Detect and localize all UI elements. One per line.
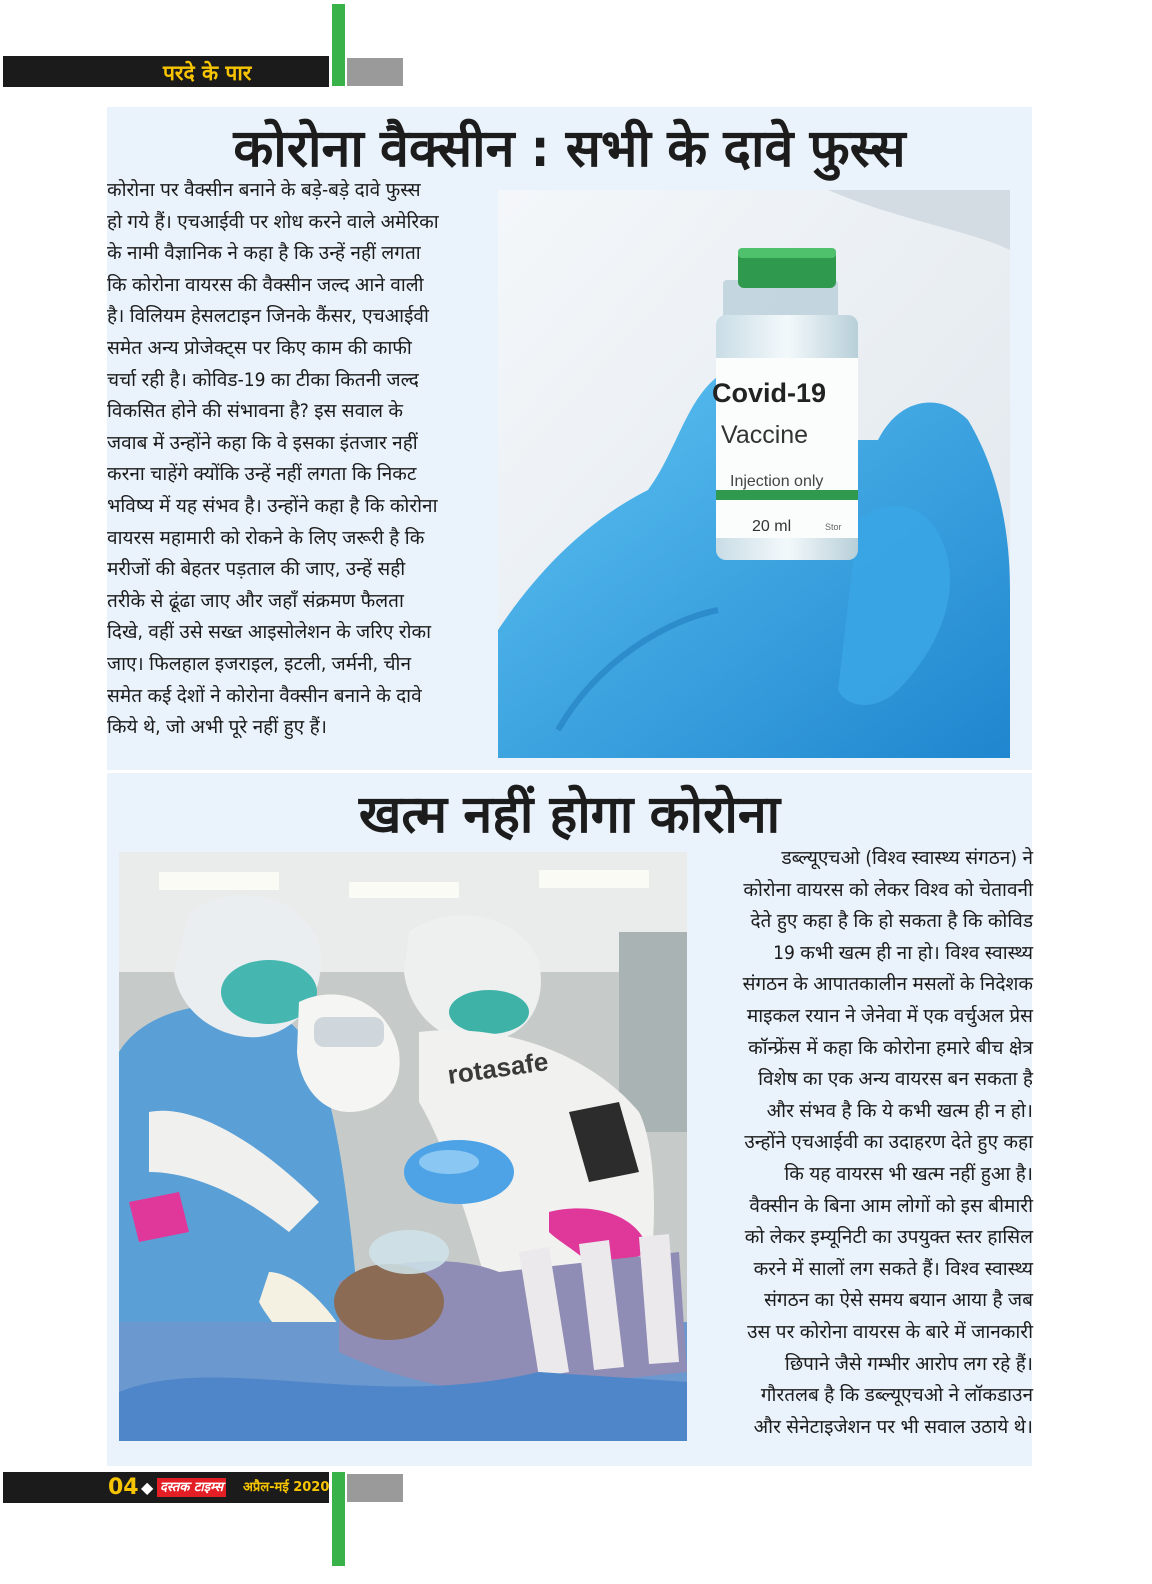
article-corona-body xyxy=(693,843,1033,1443)
body-line: छिपाने जैसे गम्भीर आरोप लग रहे हैं। xyxy=(784,1352,1033,1375)
article-vaccine-headline: कोरोना वैक्सीन : सभी के दावे फुस्स xyxy=(233,119,906,179)
footer-accent-line xyxy=(332,1472,345,1566)
body-line: डब्ल्यूएचओ (विश्व स्वास्थ्य संगठन) ने xyxy=(781,847,1033,869)
body-line: संगठन का ऐसे समय बयान आया है जब xyxy=(764,1289,1033,1312)
issue-date: अप्रैल-मई 2020 xyxy=(243,1480,330,1495)
body-line: चर्चा रही है। कोविड-19 का टीका कितनी जल्द xyxy=(107,368,419,391)
body-line: के नामी वैज्ञानिक ने कहा है कि उन्हें नहीं लगता xyxy=(107,242,421,265)
body-line: उस पर कोरोना वायरस के बारे में जानकारी xyxy=(747,1320,1033,1343)
body-line: करना चाहेंगे क्योंकि उन्हें नहीं लगता कि निकट xyxy=(107,463,417,486)
hospital-ppe-illustration xyxy=(119,852,687,1441)
footer-grey-block xyxy=(347,1474,403,1502)
body-line: कॉन्फ्रेंस में कहा कि कोरोना हमारे बीच क्षेत्र xyxy=(748,1036,1033,1059)
header-accent-line xyxy=(332,4,345,86)
vial-label-title: Covid-19 xyxy=(712,378,827,408)
body-line: करने में सालों लग सकते हैं। विश्व स्वास्थ्य xyxy=(753,1257,1033,1280)
body-line: विकसित होने की संभावना है? इस सवाल के xyxy=(107,400,404,423)
body-line: भविष्य में यह संभव है। उन्होंने कहा है कि कोरोना xyxy=(107,494,438,517)
body-line: दिखे, वहीं उसे सख्त आइसोलेशन के जरिए रोका xyxy=(107,621,432,644)
vial-label-note: Injection only xyxy=(730,473,824,490)
body-line: वायरस महामारी को रोकने के लिए जरूरी है कि xyxy=(107,526,425,549)
body-line: है। विलियम हेसलटाइन जिनके कैंसर, एचआईवी xyxy=(107,305,429,328)
vial-label-subtitle: Vaccine xyxy=(721,421,809,449)
body-line: कि यह वायरस भी खत्म नहीं हुआ है। xyxy=(784,1162,1033,1185)
body-line: तरीके से ढूंढा जाए और जहाँ संक्रमण फैलता xyxy=(107,589,404,612)
body-line: विशेष का एक अन्य वायरस बन सकता है xyxy=(758,1068,1033,1091)
body-line: जवाब में उन्होंने कहा कि वे इसका इंतजार नहीं xyxy=(107,431,418,454)
magazine-logo: दस्तक टाइम्स xyxy=(157,1478,226,1497)
body-line: उन्होंने एचआईवी का उदाहरण देते हुए कहा xyxy=(744,1131,1033,1154)
body-line: समेत कई देशों ने कोरोना वैक्सीन बनाने के दावे xyxy=(107,684,422,707)
body-line: कोरोना पर वैक्सीन बनाने के बड़े-बड़े दावे फुस्स xyxy=(107,179,421,201)
header-grey-block xyxy=(347,58,403,86)
body-line: हो गये हैं। एचआईवी पर शोध करने वाले अमेरिका xyxy=(107,210,439,233)
vaccine-vial-photo xyxy=(498,190,1010,758)
suit-brand-text: rotasafe xyxy=(445,1046,551,1090)
body-line: जाए। फिलहाल इजराइल, इटली, जर्मनी, चीन xyxy=(107,652,411,675)
hospital-ppe-photo xyxy=(119,852,687,1441)
body-line: और संभव है कि ये कभी खत्म ही न हो। xyxy=(766,1099,1033,1122)
article-corona-headline: खत्म नहीं होगा कोरोना xyxy=(358,785,781,845)
body-line: 19 कभी खत्म ही ना हो। विश्व स्वास्थ्य xyxy=(773,941,1033,964)
body-line: मरीजों की बेहतर पड़ताल की जाए, उन्हें सही xyxy=(107,558,406,581)
body-line: समेत अन्य प्रोजेक्ट्स पर किए काम की काफी xyxy=(107,336,412,359)
section-label: परदे के पार xyxy=(163,61,252,85)
body-line: और सेनेटाइजेशन पर भी सवाल उठाये थे। xyxy=(753,1415,1033,1438)
vaccine-vial-illustration xyxy=(498,190,1010,758)
body-line: संगठन के आपातकालीन मसलों के निदेशक xyxy=(742,973,1033,996)
body-line: कि कोरोना वायरस की वैक्सीन जल्द आने वाली xyxy=(107,273,424,296)
footer-bullet: ◆ xyxy=(141,1478,154,1497)
vial-label-volume: 20 ml xyxy=(752,518,792,535)
body-line: वैक्सीन के बिना आम लोगों को इस बीमारी xyxy=(749,1194,1033,1217)
body-line: देते हुए कहा है कि हो सकता है कि कोविड xyxy=(750,910,1033,933)
page-number: 04 xyxy=(108,1475,139,1500)
article-vaccine-body xyxy=(107,175,487,744)
vial-label-extra: Stor xyxy=(825,522,842,532)
body-line: गौरतलब है कि डब्ल्यूएचओ ने लॉकडाउन xyxy=(760,1384,1033,1407)
body-line: को लेकर इम्यूनिटी का उपयुक्त स्तर हासिल xyxy=(744,1226,1033,1249)
body-line: माइकल रयान ने जेनेवा में एक वर्चुअल प्रेस xyxy=(746,1004,1033,1027)
body-line: किये थे, जो अभी पूरे नहीं हुए हैं। xyxy=(107,716,327,739)
body-line: कोरोना वायरस को लेकर विश्व को चेतावनी xyxy=(743,878,1033,901)
